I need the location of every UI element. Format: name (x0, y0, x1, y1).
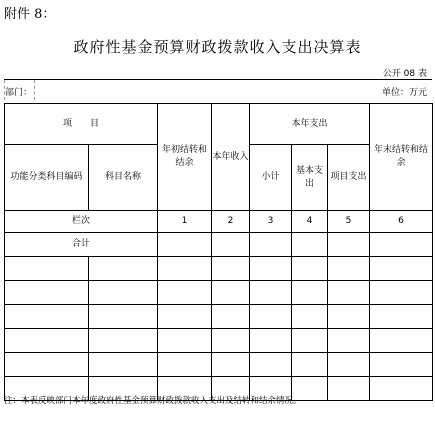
table-cell (212, 329, 250, 353)
table-cell (292, 233, 328, 257)
table-cell (370, 281, 433, 305)
table-row (5, 305, 433, 329)
table-row (5, 257, 433, 281)
table-cell (328, 305, 370, 329)
table-cell (158, 305, 212, 329)
table-row (5, 281, 433, 305)
index-col-2: 2 (212, 211, 250, 233)
table-cell (292, 257, 328, 281)
table-row (5, 329, 433, 353)
table-cell (212, 305, 250, 329)
page-title: 政府性基金预算财政拨款收入支出决算表 (73, 38, 362, 56)
header-subtotal: 小计 (250, 145, 292, 211)
table-cell (250, 353, 292, 377)
table-cell (5, 329, 89, 353)
header-income: 本年收入 (212, 104, 250, 211)
table-cell (250, 305, 292, 329)
index-col-5: 5 (328, 211, 370, 233)
table-cell (328, 257, 370, 281)
index-col-6: 6 (370, 211, 433, 233)
table-cell (370, 377, 433, 401)
header-item: 项 目 (5, 104, 158, 145)
table-cell (250, 281, 292, 305)
table-cell (212, 233, 250, 257)
table-cell (250, 233, 292, 257)
total-label: 合计 (5, 233, 158, 257)
table-cell (158, 233, 212, 257)
header-divider (4, 79, 432, 80)
table-cell (89, 329, 158, 353)
budget-table (4, 103, 433, 401)
table-cell (5, 353, 89, 377)
table-cell (250, 257, 292, 281)
attachment-label: 附件 8： (4, 7, 56, 22)
table-cell (370, 233, 433, 257)
table-cell (370, 353, 433, 377)
table-cell (89, 305, 158, 329)
table-cell (212, 257, 250, 281)
table-cell (292, 305, 328, 329)
table-cell (370, 305, 433, 329)
table-cell (5, 257, 89, 281)
table-cell (328, 329, 370, 353)
table-cell (5, 305, 89, 329)
department-label: 部门： (5, 88, 33, 98)
form-code: 公开 08 表 (382, 69, 427, 79)
table-cell (292, 353, 328, 377)
footnote: 注：本表反映部门本年度政府性基金预算财政拨款收入支出及结转和结余情况。 (4, 396, 302, 406)
dept-value-divider (34, 80, 35, 100)
index-col-1: 1 (158, 211, 212, 233)
table-cell (158, 281, 212, 305)
table-cell (158, 329, 212, 353)
index-col-3: 3 (250, 211, 292, 233)
table-cell (328, 353, 370, 377)
header-expenditure: 本年支出 (250, 104, 370, 145)
table-row (5, 353, 433, 377)
header-beginning-balance: 年初结转和结余 (158, 104, 212, 211)
header-ending-balance: 年末结转和结余 (370, 104, 433, 211)
table-cell (89, 353, 158, 377)
table-cell (89, 281, 158, 305)
table-cell (158, 353, 212, 377)
table-row-total (5, 233, 433, 257)
table-cell (370, 329, 433, 353)
table-cell (370, 257, 433, 281)
unit-label: 单位：万元 (381, 88, 427, 98)
header-func-code: 功能分类科目编码 (5, 145, 89, 211)
table-cell (212, 281, 250, 305)
header-basic: 基本支出 (292, 145, 328, 211)
table-cell (89, 257, 158, 281)
table-cell (158, 257, 212, 281)
index-col-4: 4 (292, 211, 328, 233)
index-row-label: 栏次 (5, 211, 158, 233)
table-cell (5, 281, 89, 305)
table-cell (292, 281, 328, 305)
table-cell (328, 281, 370, 305)
table-cell (328, 377, 370, 401)
header-project: 项目支出 (328, 145, 370, 211)
table-cell (250, 329, 292, 353)
table-cell (328, 233, 370, 257)
table-cell (292, 329, 328, 353)
table-cell (212, 353, 250, 377)
header-subject-name: 科目名称 (89, 145, 158, 211)
